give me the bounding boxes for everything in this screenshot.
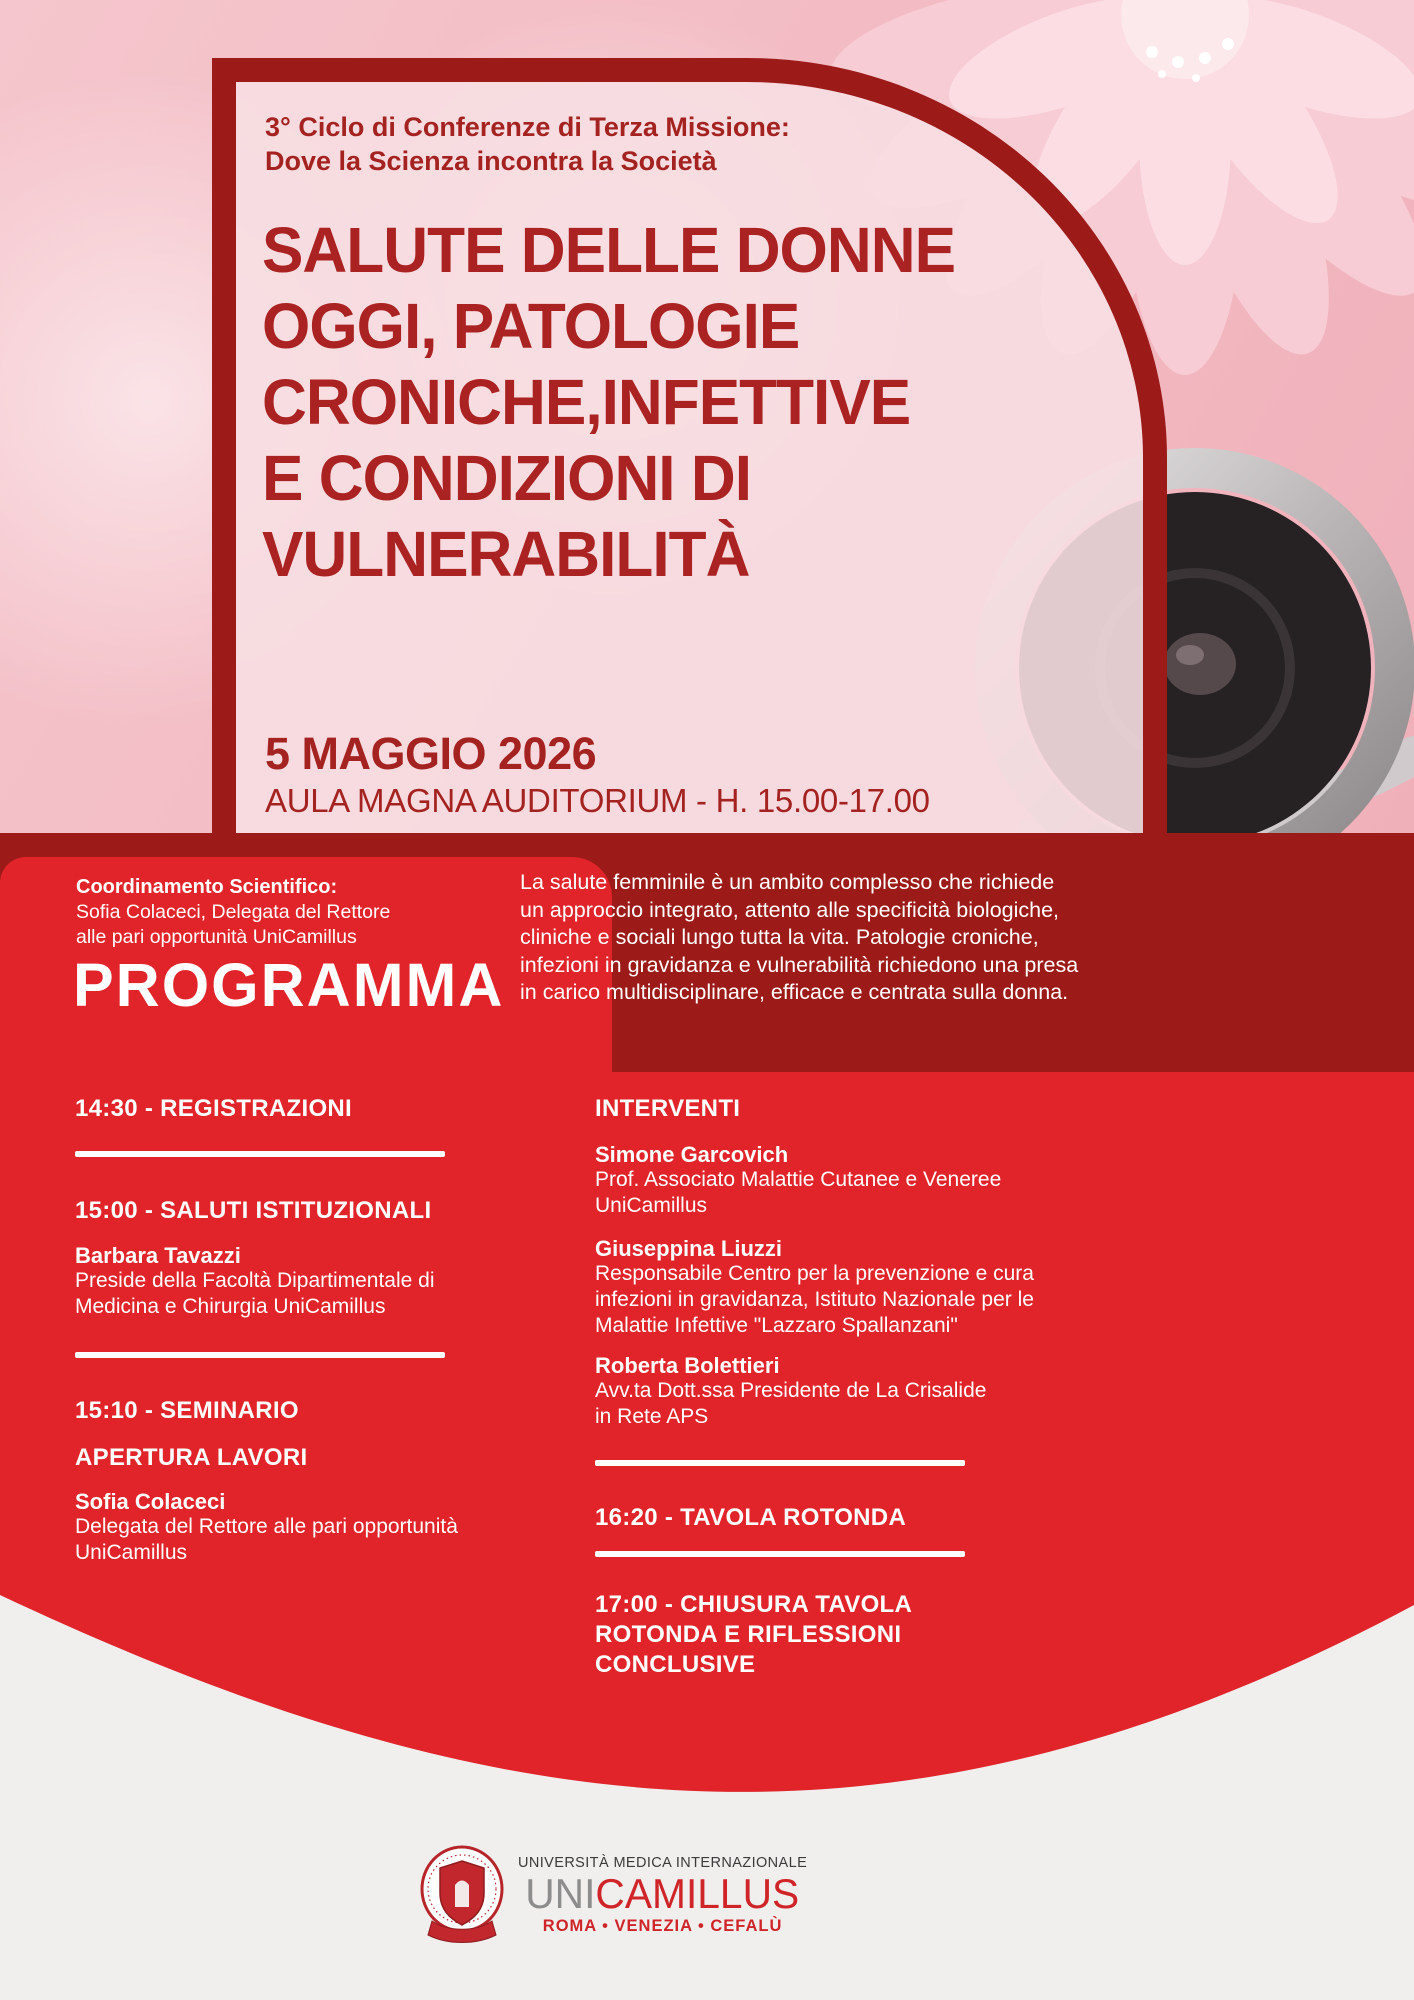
intro-line: cliniche e sociali lungo tutta la vita. Patologie croniche, <box>520 925 1039 949</box>
event-date: 5 MAGGIO 2026 <box>265 728 597 779</box>
coordination-line1: Sofia Colaceci, Delegata del Rettore <box>76 901 391 923</box>
event-venue: AULA MAGNA AUDITORIUM - H. 15.00-17.00 <box>265 782 930 819</box>
speaker-name-barbara-tavazzi: Barbara Tavazzi <box>75 1243 241 1268</box>
series-header <box>265 110 790 178</box>
logo-wordmark-camillus: CAMILLUS <box>595 1869 800 1917</box>
speaker-role-simone-garcovich: Prof. Associato Malattie Cutanee e Veneree UniCamillus <box>595 1168 1002 1217</box>
logo-cities-line: ROMA • VENEZIA • CEFALÙ <box>542 1916 783 1935</box>
event-title-line: SALUTE DELLE DONNE <box>262 214 956 286</box>
program-item-apertura-lavori: APERTURA LAVORI <box>75 1444 308 1471</box>
divider <box>595 1460 965 1466</box>
divider <box>75 1151 445 1157</box>
series-header-line2: Dove la Scienza incontra la Società <box>265 146 717 176</box>
speaker-role-roberta-bolettieri: Avv.ta Dott.ssa Presidente de La Crisalide in Rete APS <box>595 1379 987 1428</box>
event-title-line: VULNERABILITÀ <box>262 518 750 590</box>
event-title-line: E CONDIZIONI DI <box>262 442 752 514</box>
program-item-saluti: 15:00 - SALUTI ISTITUZIONALI <box>75 1197 432 1224</box>
frame-bottom-strip <box>0 833 1414 859</box>
intro-line: infezioni in gravidanza e vulnerabilità richiedono una presa <box>520 952 1079 977</box>
program-item-registrazioni: 14:30 - REGISTRAZIONI <box>75 1095 353 1122</box>
program-item-seminario: 15:10 - SEMINARIO <box>75 1397 299 1424</box>
unicamillus-logo <box>420 1845 880 1945</box>
series-header-line1: 3° Ciclo di Conferenze di Terza Missione: <box>265 112 790 142</box>
coordination-label: Coordinamento Scientifico: <box>76 876 338 898</box>
intro-paragraph <box>520 869 1120 1007</box>
speaker-role-giuseppina-liuzzi: Responsabile Centro per la prevenzione e cura infezioni in gravidanza, Istituto Nazionale per le Malattie Infettive "Lazzaro Spallanzani" <box>595 1262 1034 1337</box>
event-title-line: OGGI, PATOLOGIE <box>262 290 800 362</box>
event-title-line: CRONICHE,INFETTIVE <box>262 366 911 438</box>
unicamillus-crest-icon <box>420 1845 504 1945</box>
speaker-name-giuseppina-liuzzi: Giuseppina Liuzzi <box>595 1236 783 1261</box>
intro-line: in carico multidisciplinare, efficace e centrata sulla donna. <box>520 980 1069 1004</box>
interventi-heading: INTERVENTI <box>595 1095 741 1122</box>
coordination-line2: alle pari opportunità UniCamillus <box>76 926 357 948</box>
program-item-tavola-rotonda: 16:20 - TAVOLA ROTONDA <box>595 1504 907 1531</box>
speaker-role-barbara-tavazzi: Preside della Facoltà Dipartimentale di Medicina e Chirurgia UniCamillus <box>75 1269 435 1318</box>
logo-org-line: UNIVERSITÀ MEDICA INTERNAZIONALE <box>518 1854 808 1871</box>
scientific-coordination <box>76 874 390 950</box>
program-item-chiusura: 17:00 - CHIUSURA TAVOLA ROTONDA E RIFLESSIONI CONCLUSIVE <box>595 1591 912 1678</box>
intro-line: La salute femminile è un ambito complesso che richiede <box>520 870 1055 894</box>
photo-background <box>0 0 1414 857</box>
logo-wordmark-uni: UNI <box>525 1869 596 1917</box>
speaker-role-sofia-colaceci: Delegata del Rettore alle pari opportunità UniCamillus <box>75 1515 458 1564</box>
intro-line: un approccio integrato, attento alle specificità biologiche, <box>520 897 1060 922</box>
speaker-name-simone-garcovich: Simone Garcovich <box>595 1142 789 1167</box>
speaker-name-roberta-bolettieri: Roberta Bolettieri <box>595 1353 780 1378</box>
speaker-name-sofia-colaceci: Sofia Colaceci <box>75 1489 226 1514</box>
unicamillus-logo-text <box>518 1855 807 1936</box>
event-title <box>262 212 955 592</box>
logo-wordmark <box>526 1871 800 1917</box>
divider <box>75 1352 445 1358</box>
programma-heading: PROGRAMMA <box>73 951 505 1019</box>
